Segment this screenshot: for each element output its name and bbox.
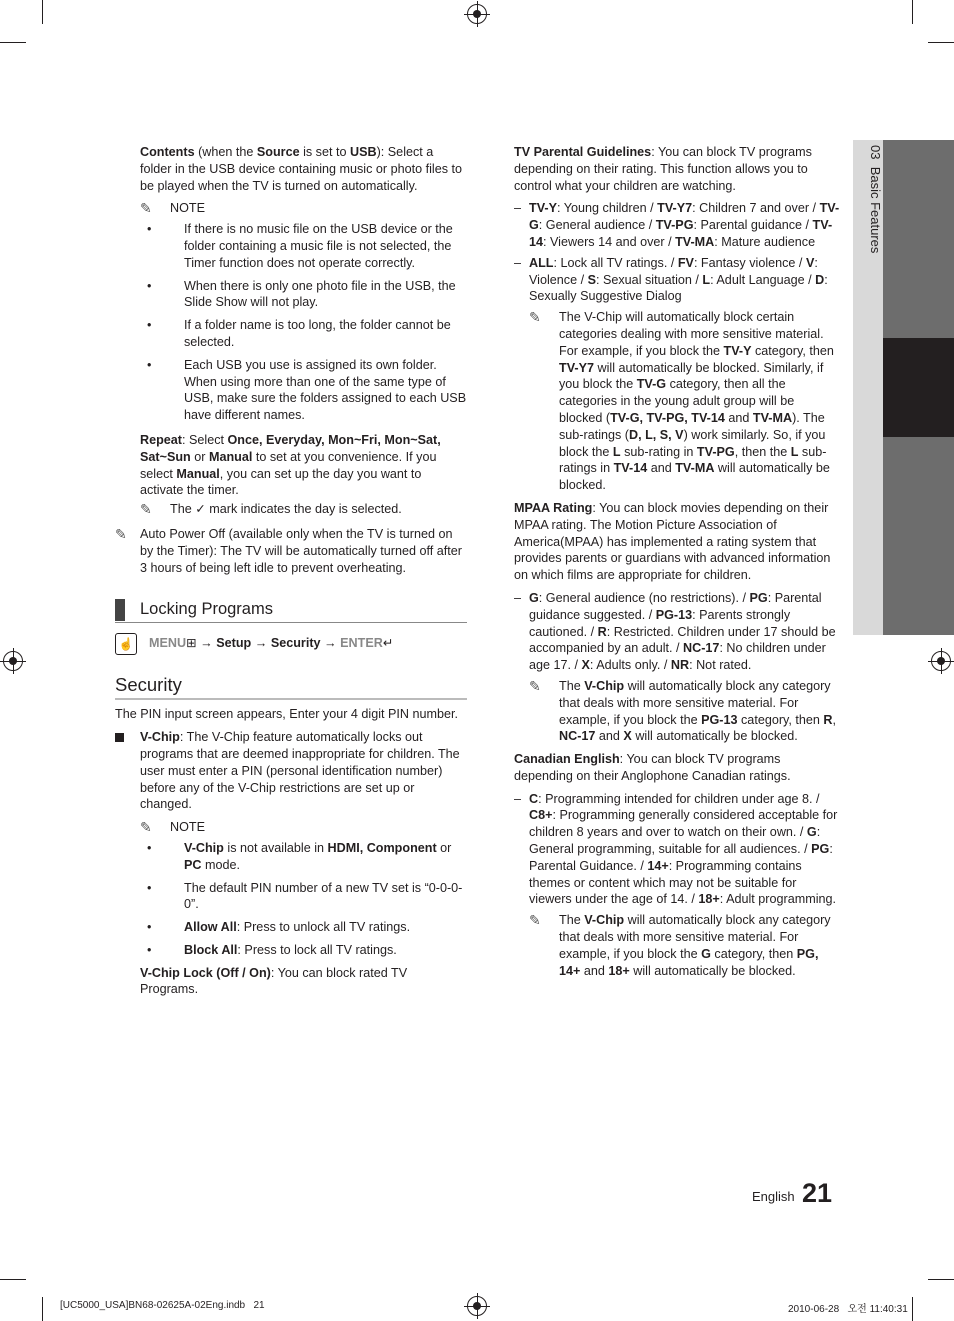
locking-programs-heading: Locking Programs [115, 598, 467, 623]
vchip-lock-paragraph: V-Chip Lock (Off / On): You can block rated TV Programs. [140, 965, 408, 997]
registration-mark-top [467, 4, 487, 24]
menu-icon: ⊞ [186, 636, 197, 651]
right-column [514, 144, 840, 985]
pencil-icon: ✎ [140, 200, 152, 217]
note-heading: ✎ NOTE [140, 819, 205, 836]
note-heading: ✎ NOTE [140, 200, 205, 217]
left-column [115, 144, 467, 1004]
pencil-icon: ✎ [529, 309, 541, 326]
chapter-label: 03 Basic Features [868, 145, 883, 254]
canadian-english: Canadian English: You can block TV programs depending on their Anglophone Canadian ratings. [514, 752, 791, 783]
list-item: • The default PIN number of a new TV set is “0-0-0-0”. [115, 880, 467, 914]
vchip-note: ✎ The V-Chip will automatically block any category that deals with more sensitive material. For example, if you block the G category, then PG, 14+ and 18+ will automatically be blocked. [529, 912, 831, 978]
repeat-paragraph: Repeat: Select Once, Everyday, Mon~Fri, Mon~Sat, Sat~Sun or Manual to set at you convenience. If you select Manual, you can set up the day you want to activate the timer. [140, 432, 441, 498]
list-item: • V-Chip is not available in HDMI, Component or PC mode. [115, 840, 467, 874]
pencil-icon: ✎ [529, 912, 541, 929]
vchip-item: V-Chip: The V-Chip feature automatically locks out programs that are deemed inappropriate for children. The user must enter a PIN (personal identification number) before any of the V-Chip restrictions are set up or changed. [115, 729, 467, 813]
menu-path: ☝ MENU⊞ → Setup → Security → ENTER↵ [115, 635, 467, 657]
auto-power-off-note: ✎ Auto Power Off (available only when the TV is turned on by the Timer): The TV will be automatically turned off after 3 hours of being left idle to prevent overheating. [115, 525, 462, 575]
checkmark-icon: ✓ [195, 502, 206, 517]
list-item: – TV-Y: Young children / TV-Y7: Children 7 and over / TV-G: General audience / TV-PG: Parental guidance / TV-14: Viewers 14 and over / TV-MA: Mature audience [514, 200, 840, 250]
list-item: • If a folder name is too long, the folder cannot be selected. [115, 317, 467, 351]
list-item: • Block All: Press to lock all TV ratings. [115, 942, 467, 959]
footer-file: [UC5000_USA]BN68-02625A-02Eng.indb 21 [60, 1300, 265, 1311]
hand-icon: ☝ [115, 633, 137, 655]
chapter-tab-active [883, 338, 954, 437]
list-item: • If there is no music file on the USB device or the folder containing a music file is not selected, the Timer function does not operate correctly. [115, 221, 467, 271]
pin-intro: The PIN input screen appears, Enter your 4 digit PIN number. [115, 707, 459, 722]
registration-mark-right [931, 651, 951, 671]
pencil-icon: ✎ [529, 677, 541, 694]
registration-mark-left [3, 651, 23, 671]
pencil-icon: ✎ [115, 525, 127, 542]
vchip-note: ✎ The V-Chip will automatically block any category that deals with more sensitive material. For example, if you block the PG-13 category, then R, NC-17 and X will automatically be blocked. [529, 677, 836, 744]
list-item: • Each USB you use is assigned its own folder. When using more than one of the same type of USB, make sure the folders assigned to each USB have different names. [115, 357, 467, 424]
check-note: ✎ The ✓ mark indicates the day is selected. [140, 501, 402, 518]
mpaa-rating: MPAA Rating: You can block movies depending on their MPAA rating. The Motion Picture Association of America(MPAA) has implemented a rating system that provides parents or guardians with advanced information on which films are appropriate for children. [514, 500, 831, 583]
security-heading: Security [115, 673, 467, 700]
list-item: – G: General audience (no restrictions). / PG: Parental guidance suggested. / PG-13: Parents strongly cautioned. / R: Restricted. Children under 17 should be accompanied by an adult. / NC-17: No children under age 17. / X: Adults only. / NR: Not rated. [514, 590, 840, 674]
vchip-note: ✎ The V-Chip will automatically block certain categories dealing with more sensitive material. For example, if you block the TV-Y category, then TV-Y7 will automatically be blocked. Similarly, if you block the TV-G category, then all the categories in the young adult group will be blocked (TV-G, TV-PG, TV-14 and TV-MA). The sub-ratings (D, L, S, V) work similarly. So, if you block the L sub-rating in TV-PG, then the L sub-ratings in TV-14 and TV-MA will automatically be blocked. [529, 309, 834, 493]
contents-paragraph: Contents (when the Source is set to USB): Select a folder in the USB device containing music or photo files to be played when the TV is turned on automatically. [140, 145, 463, 193]
registration-mark-bottom [467, 1296, 487, 1316]
footer-language: English [752, 1189, 795, 1204]
list-item: • When there is only one photo file in the USB, the Slide Show will not play. [115, 278, 467, 312]
list-item: – C: Programming intended for children under age 8. / C8+: Programming generally considered acceptable for children 8 years and over to watch on their own. / G: General programming, suitable for all audiences. / PG: Parental Guidance. / 14+: Programming contains themes or content which may not be suitable for viewers under the age of 14. / 18+: Adult programming. [514, 791, 840, 909]
pencil-icon: ✎ [140, 501, 152, 518]
pencil-icon: ✎ [140, 819, 152, 836]
tv-parental-guidelines: TV Parental Guidelines: You can block TV programs depending on their rating. This function allows you to control what your children are watching. [514, 145, 812, 193]
footer-datetime: 2010-06-28 오전 11:40:31 [788, 1304, 908, 1315]
enter-icon: ↵ [382, 636, 394, 651]
list-item: • Allow All: Press to unlock all TV ratings. [115, 919, 467, 936]
page-number: 21 [802, 1178, 833, 1208]
list-item: – ALL: Lock all TV ratings. / FV: Fantasy violence / V: Violence / S: Sexual situation / L: Adult Language / D: Sexually Suggestive Dialog [514, 255, 840, 305]
